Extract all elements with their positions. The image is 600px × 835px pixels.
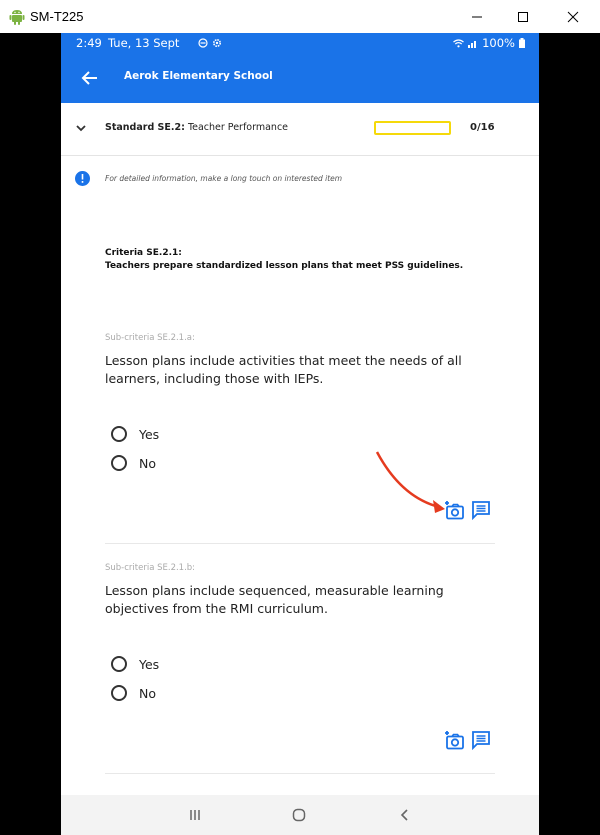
radio-label: No xyxy=(139,455,156,471)
info-icon xyxy=(75,171,90,186)
back-button[interactable] xyxy=(394,804,416,826)
maximize-icon xyxy=(517,11,529,23)
status-date: Tue, 13 Sept xyxy=(108,36,180,50)
status-time: 2:49 xyxy=(76,36,102,50)
radio-label: Yes xyxy=(139,426,160,442)
info-text: For detailed information, make a long touch on interested item xyxy=(105,174,343,183)
comment-icon[interactable] xyxy=(471,730,491,750)
settings-gear-icon xyxy=(212,38,222,48)
home-button[interactable] xyxy=(288,804,310,826)
add-photo-icon[interactable] xyxy=(444,500,464,520)
divider xyxy=(105,543,495,544)
subcriteria-text: Lesson plans include activities that meet the needs of all learners, including those with IEPs. xyxy=(105,353,462,386)
status-notification-icons xyxy=(198,37,222,51)
standard-name: Teacher Performance xyxy=(184,122,289,133)
close-button[interactable] xyxy=(550,0,596,33)
radio-yes[interactable] xyxy=(111,656,159,672)
device-screen xyxy=(61,33,539,835)
radio-circle[interactable] xyxy=(111,455,127,471)
standard-progress-bar xyxy=(374,121,451,135)
wifi-icon xyxy=(453,39,464,48)
radio-circle[interactable] xyxy=(111,685,127,701)
app-title: Aerok Elementary School xyxy=(124,70,273,82)
home-icon xyxy=(292,808,306,822)
arrow-left-icon[interactable] xyxy=(79,67,101,89)
comment-icon[interactable] xyxy=(471,500,491,520)
radio-yes[interactable] xyxy=(111,426,159,442)
window-titlebar xyxy=(0,0,600,33)
standard-title xyxy=(105,122,288,133)
recents-button[interactable] xyxy=(184,804,206,826)
radio-label: No xyxy=(139,685,156,701)
battery-icon xyxy=(519,38,525,48)
subcriteria-label: Sub-criteria SE.2.1.b: xyxy=(105,563,196,573)
chevron-down-icon[interactable] xyxy=(74,121,88,135)
signal-icon xyxy=(468,39,478,48)
standard-count: 0/16 xyxy=(470,122,495,133)
maximize-button[interactable] xyxy=(500,0,546,33)
divider xyxy=(105,773,495,774)
status-bar xyxy=(61,33,539,53)
criteria-text: Teachers prepare standardized lesson plans that meet PSS guidelines. xyxy=(105,261,464,271)
window-title: SM-T225 xyxy=(30,9,84,24)
standard-code: Standard SE.2: xyxy=(105,122,185,133)
criteria-title: Criteria SE.2.1: xyxy=(105,248,182,258)
dnd-icon xyxy=(198,38,208,48)
radio-no[interactable] xyxy=(111,685,156,701)
recents-icon xyxy=(188,808,202,822)
android-icon xyxy=(9,8,25,25)
standard-header[interactable] xyxy=(61,103,539,156)
battery-level: 100% xyxy=(482,36,515,50)
subcriteria-label: Sub-criteria SE.2.1.a: xyxy=(105,333,195,343)
radio-circle[interactable] xyxy=(111,656,127,672)
minimize-icon xyxy=(471,11,483,23)
close-icon xyxy=(567,11,579,23)
android-nav-bar xyxy=(61,795,539,835)
radio-circle[interactable] xyxy=(111,426,127,442)
subcriteria-text: Lesson plans include sequenced, measurable learning objectives from the RMI curriculum. xyxy=(105,583,444,616)
radio-no[interactable] xyxy=(111,455,156,471)
radio-label: Yes xyxy=(139,656,160,672)
status-system-icons xyxy=(453,36,525,50)
add-photo-icon[interactable] xyxy=(444,730,464,750)
chevron-left-icon xyxy=(398,808,412,822)
minimize-button[interactable] xyxy=(454,0,500,33)
app-bar xyxy=(61,53,539,103)
